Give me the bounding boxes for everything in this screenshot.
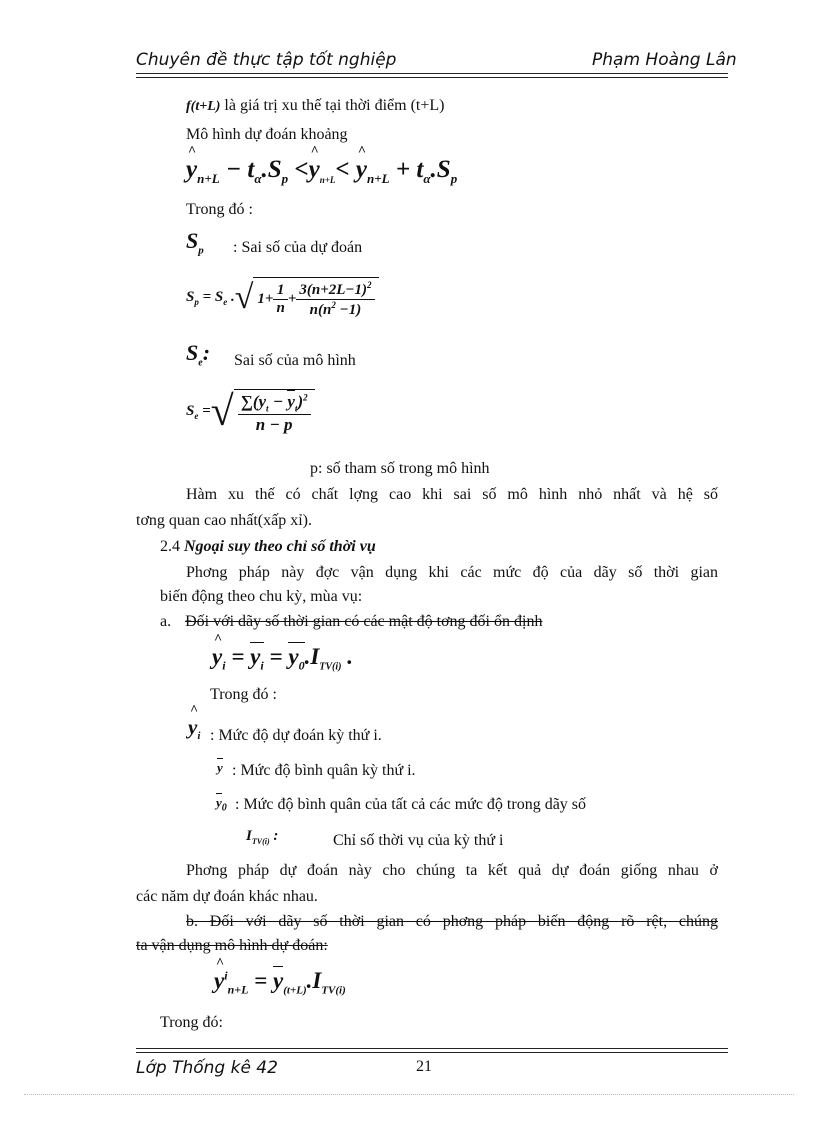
se-description: Sai số của mô hình [234,352,356,369]
symbol-y-bar: y [217,760,223,775]
p-description: p: số tham số trong mô hình [310,460,490,477]
label-trong-do-1: Trong đó : [186,201,253,218]
symbol-itv: $I_{TV(i)}$ : [246,828,279,846]
equation-sp: $S_p = S_e$ .√ 1+ $\frac{1}{n}$ + $\frac{3(n+2L-1)^2}{n(n^2 -1)}$ [186,277,379,319]
section-number: 2.4 [160,538,180,555]
def-itv: Chỉ số thời vụ của kỳ thứ i [333,832,504,849]
page-bottom-dotted [24,1094,794,1095]
label-trong-do-3: Trong đó: [160,1014,223,1031]
section-title: Ngoại suy theo chỉ số thời vụ [184,538,376,555]
equation-se: $S_e$ =√ $\frac{\sum(y_t - y_t)^2}{n - p}$ [186,388,315,436]
line-trend-value [186,97,445,115]
para3-line1: Phơng pháp dự đoán này cho chúng ta kết quả dự đoán giống nhau ở [186,862,718,879]
item-a [160,613,542,631]
line-interval-model: Mô hình dự đoán khoảng [186,126,348,143]
para1-line2: tơng quan cao nhất(xấp xỉ). [136,512,312,529]
para2-line2: biến động theo chu kỳ, mùa vụ: [160,588,363,605]
item-b-line2: ta vận dụng mô hình dự đoán: [136,937,328,954]
page-number: 21 [416,1058,432,1075]
equation-seasonal-a: ^ $y_i = y_i = y_0.I_{TV(i)}$ . [212,644,353,674]
header-left: Chuyên đề thực tập tốt nghiệp [136,50,397,70]
footer-rule [136,1048,728,1049]
item-a-text: Đối với dãy số thời gian có các mật độ tơng đối ổn định [185,613,543,630]
symbol-y-hat-i: ^ $y_i$ [188,715,200,742]
equation-interval: ^ $y_{n+L} - t_\alpha.S_p$ <^ $y_{n+L}<$ ^ $y_{n+L} + t_\alpha.S_p$ [186,156,457,187]
symbol-y-bar-0: $y_0$ [216,795,227,814]
section-heading [160,538,376,556]
trend-value-text: là giá trị xu thế tại thời điểm (t+L) [224,97,445,114]
symbol-sp: $S_p$ [186,228,204,257]
footer-rule-2 [136,1052,728,1053]
para1-line1: Hàm xu thế có chất lợng cao khi sai số mô hình nhỏ nhất và hệ số [186,486,718,503]
equation-seasonal-b: ^ $y^i_{n+L} = y_{(t+L)}.I_{TV(i)}$ [214,968,346,998]
para2-line1: Phơng pháp này đợc vận dụng khi các mức độ của dãy số thời gian [186,564,718,581]
def-y-bar-0: : Mức độ bình quân của tất cả các mức độ trong dãy số [235,796,587,813]
item-b-line1: b. Đối với dãy số thời gian có phơng pháp biến động rõ rệt, chúng [186,913,718,930]
def-y-bar-i: : Mức độ bình quân kỳ thứ i. [232,762,416,779]
label-trong-do-2: Trong đó : [210,686,277,703]
para3-line2: các năm dự đoán khác nhau. [136,888,318,905]
header-rule-2 [136,77,728,78]
sp-description: : Sai số của dự đoán [233,239,363,256]
header-rule [136,73,728,74]
symbol-se: $S_e$: [186,340,211,369]
header-right: Phạm Hoàng Lân [592,50,737,70]
footer-class: Lớp Thống kê 42 [136,1058,278,1078]
item-a-label: a. [160,613,172,630]
def-y-hat-i: : Mức độ dự đoán kỳ thứ i. [210,727,382,744]
var-f-t-l: f(t+L) [186,99,221,114]
